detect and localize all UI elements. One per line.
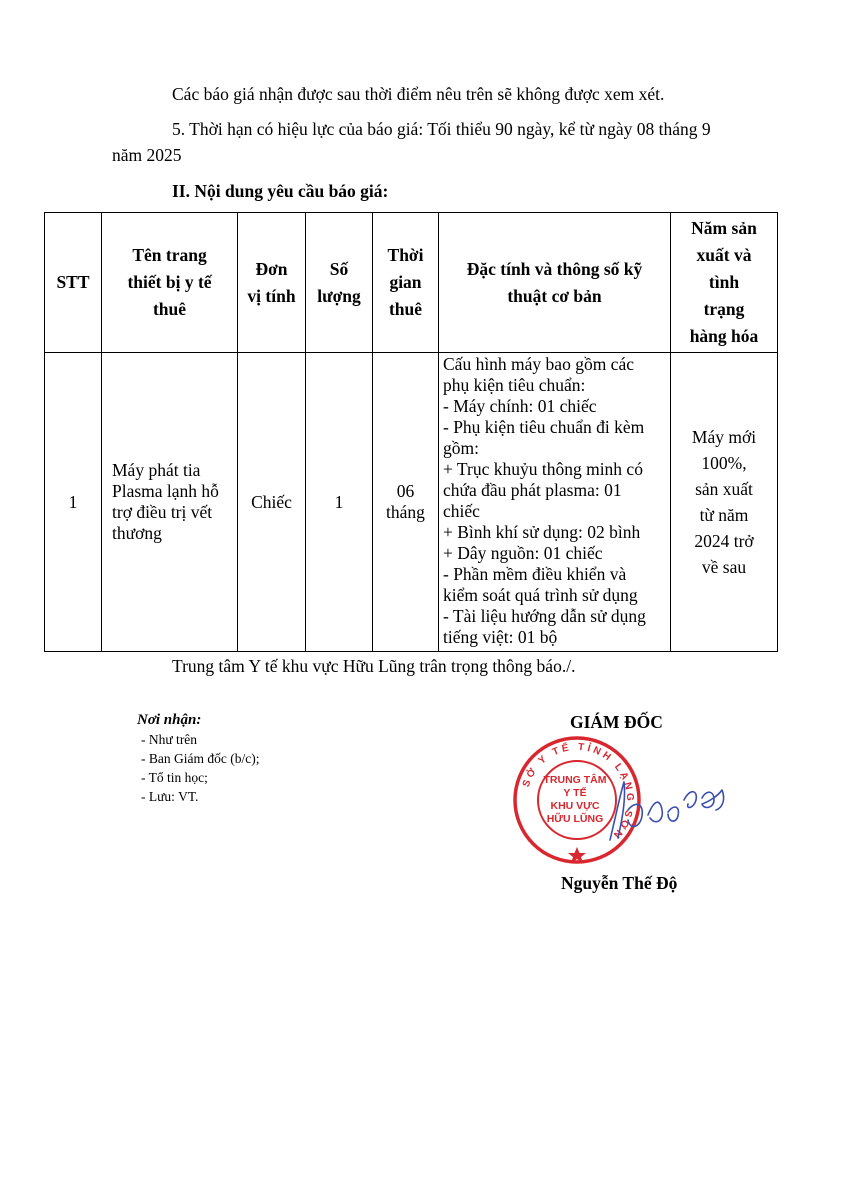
list-item: - Tổ tin học;	[141, 770, 208, 785]
recipients-list	[141, 730, 259, 806]
spec-line: gồm:	[443, 438, 479, 458]
quote-table	[44, 212, 778, 652]
director-title: GIÁM ĐỐC	[570, 712, 663, 732]
cell-unit: Chiếc	[238, 353, 306, 652]
cell-spec	[439, 353, 671, 652]
seal-center-text: TRUNG TÂM Y TẾ KHU VỰC HỮU LŨNG	[543, 774, 607, 825]
list-item: - Ban Giám đốc (b/c);	[141, 751, 260, 766]
header-stt: STT	[45, 213, 102, 353]
handwritten-signature-icon	[598, 770, 758, 850]
section-heading: II. Nội dung yêu cầu báo giá:	[172, 181, 389, 201]
header-time: Thời gian thuê	[373, 213, 439, 353]
cell-year: Máy mới 100%, sản xuất từ năm 2024 trở về sau	[671, 353, 778, 652]
cell-time: 06 tháng	[373, 353, 439, 652]
header-spec: Đặc tính và thông số kỹ thuật cơ bản	[439, 213, 671, 353]
header-year: Năm sản xuất và tình trạng hàng hóa	[671, 213, 778, 353]
validity-line-1: 5. Thời hạn có hiệu lực của báo giá: Tối thiểu 90 ngày, kể từ ngày 08 tháng 9	[172, 119, 711, 139]
header-name: Tên trang thiết bị y tế thuê	[102, 213, 238, 353]
spec-line: chứa đầu phát plasma: 01	[443, 480, 622, 500]
spec-line: - Phụ kiện tiêu chuẩn đi kèm	[443, 417, 645, 437]
list-item: - Lưu: VT.	[141, 789, 199, 804]
spec-line: - Máy chính: 01 chiếc	[443, 396, 597, 416]
cell-name: Máy phát tia Plasma lạnh hỗ trợ điều trị vết thương	[102, 353, 238, 652]
header-unit: Đơn vị tính	[238, 213, 306, 353]
header-qty: Số lượng	[306, 213, 373, 353]
recipients-title: Nơi nhận:	[137, 712, 202, 728]
spec-line: + Trục khuỷu thông minh có	[443, 459, 643, 479]
note-line: Các báo giá nhận được sau thời điểm nêu trên sẽ không được xem xét.	[172, 84, 665, 104]
list-item: - Như trên	[141, 732, 198, 747]
spec-line: - Phần mềm điều khiển và	[443, 564, 627, 584]
signer-name: Nguyễn Thế Độ	[561, 873, 678, 893]
spec-line: tiếng việt: 01 bộ	[443, 627, 558, 647]
validity-line-2: năm 2025	[112, 145, 182, 165]
cell-qty: 1	[306, 353, 373, 652]
closing-line: Trung tâm Y tế khu vực Hữu Lũng trân trọng thông báo./.	[172, 656, 576, 676]
table-row	[45, 353, 778, 652]
spec-line: Cấu hình máy bao gồm các	[443, 354, 634, 374]
spec-line: + Dây nguồn: 01 chiếc	[443, 543, 603, 563]
seal-ring-text: SỞ Y TẾ TỈNH LẠNG SƠN	[520, 741, 636, 843]
spec-line: phụ kiện tiêu chuẩn:	[443, 375, 586, 395]
spec-line: - Tài liệu hướng dẫn sử dụng	[443, 606, 646, 626]
spec-line: + Bình khí sử dụng: 02 bình	[443, 522, 641, 542]
spec-line: chiếc	[443, 501, 480, 521]
table-header-row	[45, 213, 778, 353]
cell-stt: 1	[45, 353, 102, 652]
spec-line: kiểm soát quá trình sử dụng	[443, 585, 638, 605]
